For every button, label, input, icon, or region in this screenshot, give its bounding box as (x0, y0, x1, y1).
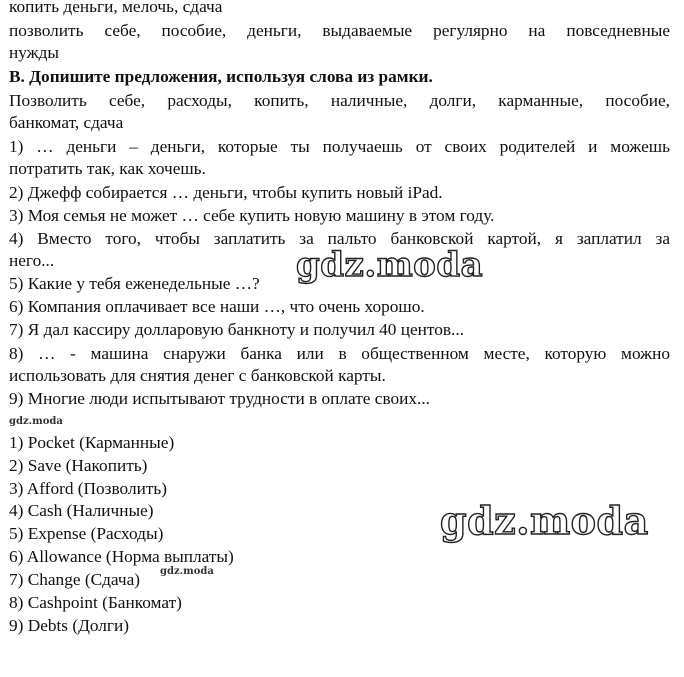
answer-item: 6) Allowance (Норма выплаты) (9, 547, 234, 566)
sentence-line: 8) … - машина снаружи банка или в общественном месте, которую можно (9, 344, 670, 363)
sentence-line: 4) Вместо того, чтобы заплатить за пальто банковской картой, я заплатил за (9, 229, 670, 248)
answer-item: 4) Cash (Наличные) (9, 501, 154, 520)
sentence-line: 7) Я дал кассиру долларовую банкноту и получил 40 центов... (9, 320, 465, 339)
answer-item: 2) Save (Накопить) (9, 456, 148, 475)
sentence-line: него... (9, 251, 55, 270)
section-heading: B. Допишите предложения, используя слова из рамки. (9, 67, 433, 86)
answer-item: 1) Pocket (Карманные) (9, 433, 175, 452)
answer-item: 7) Change (Сдача) (9, 570, 140, 589)
watermark-small: gdz.moda (9, 416, 63, 427)
word-box-line: банкомат, сдача (9, 113, 124, 132)
text-line: копить деньги, мелочь, сдача (9, 0, 223, 16)
word-box-line: Позволить себе, расходы, копить, наличные, долги, карманные, пособие, (9, 91, 670, 110)
sentence-line: 5) Какие у тебя еженедельные …? (9, 274, 260, 293)
sentence-line: 6) Компания оплачивает все наши …, что очень хорошо. (9, 297, 425, 316)
watermark-small: gdz.moda (160, 566, 214, 577)
answer-item: 9) Debts (Долги) (9, 616, 130, 635)
sentence-line: 2) Джефф собирается … деньги, чтобы купить новый iPad. (9, 183, 443, 202)
answer-item: 3) Afford (Позволить) (9, 479, 168, 498)
text-line: позволить себе, пособие, деньги, выдаваемые регулярно на повседневные (9, 21, 670, 40)
answer-item: 5) Expense (Расходы) (9, 524, 164, 543)
sentence-line: использовать для снятия денег с банковской карты. (9, 366, 386, 385)
watermark: gdz.moda (440, 498, 649, 543)
sentence-line: 1) … деньги – деньги, которые ты получаешь от своих родителей и можешь (9, 137, 670, 156)
answer-item: 8) Cashpoint (Банкомат) (9, 593, 182, 612)
sentence-line: 9) Многие люди испытывают трудности в оплате своих... (9, 389, 431, 408)
sentence-line: 3) Моя семья не может … себе купить новую машину в этом году. (9, 206, 495, 225)
watermark: gdz.moda (296, 245, 484, 285)
sentence-line: потратить так, как хочешь. (9, 159, 206, 178)
text-line: нужды (9, 43, 60, 62)
